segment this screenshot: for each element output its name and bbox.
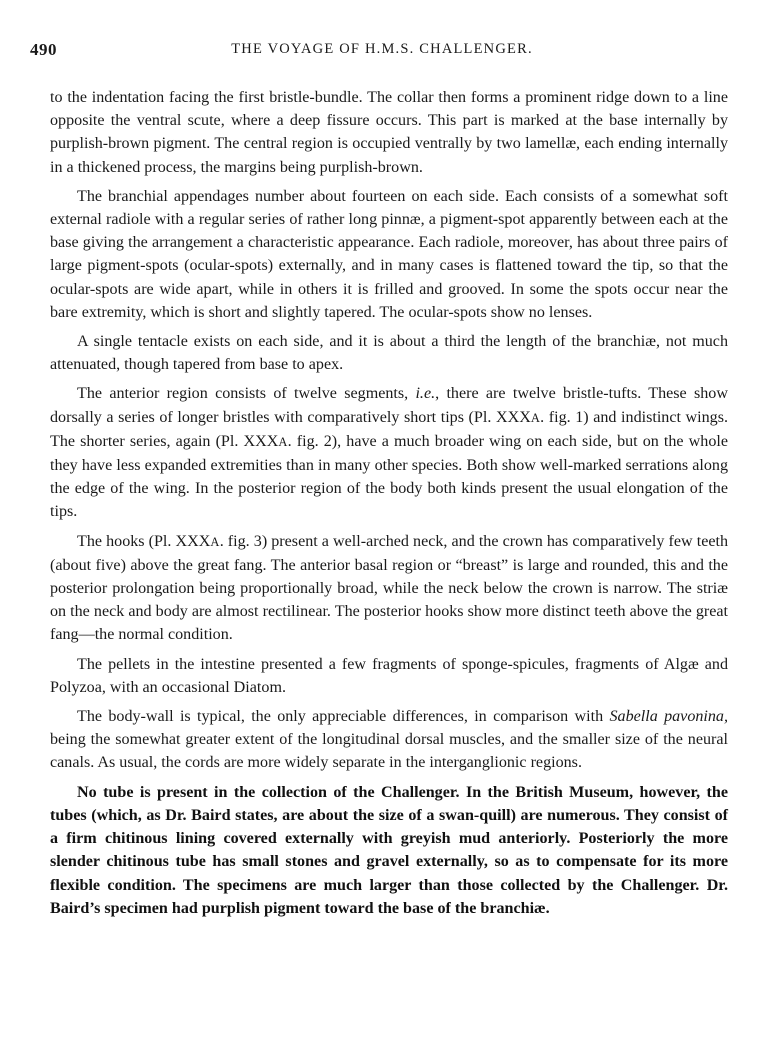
paragraph-collar: to the indentation facing the first bristle-bundle. The collar then forms a prominent ridge down to a line opposite the ventral scute, where a deep fissure occurs. This part is marked at the base internally by purplish-brown pigment. The central region is occupied ventrally by two lamellæ, each ending internally in a thickened process, the margins being purplish-brown. — [50, 89, 728, 176]
paragraph-body-wall — [50, 705, 728, 775]
plate-letter: A — [210, 534, 220, 549]
text-run: , there are twelve bristle-tufts. These show dorsally a series of longer bristles with comparatively short tips (Pl. XXX — [50, 385, 728, 426]
paragraph-tube: No tube is present in the collection of the Challenger. In the British Museum, however, the tubes (which, as Dr. Baird states, are about the size of a swan-quill) are numerous. They consist of a firm chitinous lining covered externally with greyish mud anteriorly. Posteriorly the more slender chitinous tube has small stones and gravel externally, so as to compensate for its more flexible condition. The specimens are much larger than those collected by the Challenger. Dr. Baird’s specimen had purplish pigment toward the base of the branchiæ. — [50, 783, 728, 917]
paragraph-branchial-appendages: The branchial appendages number about fourteen on each side. Each consists of a somewhat soft external radiole with a regular series of rather long pinnæ, a pigment-spot apparently between each at the base giving the arrangement a characteristic appearance. Each radiole, moreover, has about three pairs of large pigment-spots (ocular-spots) externally, and in many cases is flattened toward the tip, so that the ocular-spots are wide apart, while in others it is frilled and grooved. In some the spots occur near the bare extremity, which is short and slightly tapered. The ocular-spots show no lenses. — [50, 187, 728, 321]
text-run: . fig. 3) present a well-arched neck, and the crown has comparatively few teeth (about five) above the great fang. The anterior basal region or “breast” is large and rounded, this and the posterior prolongation being proportionally broad, while the neck below the crown is narrow. The striæ on the neck and body are almost rectilinear. The posterior hooks show more distinct teeth above the great fang—the normal condition. — [50, 532, 728, 644]
species-name: Sabella pavonina, — [609, 708, 729, 726]
text-run: being the somewhat greater extent of the longitudinal dorsal muscles, and the smaller size of the neural canals. As usual, the cords are more widely separate in the interganglionic regions. — [50, 731, 728, 772]
plate-letter: A — [530, 410, 541, 425]
plate-letter: A — [278, 434, 288, 449]
text-run: . fig. 2), have a much broader wing on each side, but on the whole they have less expanded extremities than in many other species. Both show well-marked serrations along the edge of the wing. In the posterior region of the body both kinds present the usual elongation of the tips. — [50, 432, 728, 521]
text-run: . fig. 1) and indistinct wings. The shorter series, again (Pl. XXX — [50, 408, 729, 450]
paragraph-hooks — [50, 530, 728, 647]
page-header — [30, 40, 734, 64]
paragraph-pellets: The pellets in the intestine presented a few fragments of sponge-spicules, fragments of Algæ and Polyzoa, with an occasional Diatom. — [50, 655, 728, 696]
paragraph-anterior-region — [50, 382, 728, 523]
page-number: 490 — [30, 40, 57, 59]
paragraph-tentacle: A single tentacle exists on each side, and it is about a third the length of the branchiæ, not much attenuated, though tapered from base to apex. — [50, 333, 728, 374]
italic-abbreviation: i.e. — [415, 385, 436, 403]
body-text — [50, 86, 728, 926]
text-run: The hooks (Pl. XXX — [77, 532, 211, 550]
text-run: The anterior region consists of twelve segments, — [77, 385, 416, 403]
running-title: THE VOYAGE OF H.M.S. CHALLENGER. — [231, 41, 533, 57]
text-run: The body-wall is typical, the only appreciable differences, in comparison with — [77, 708, 610, 726]
